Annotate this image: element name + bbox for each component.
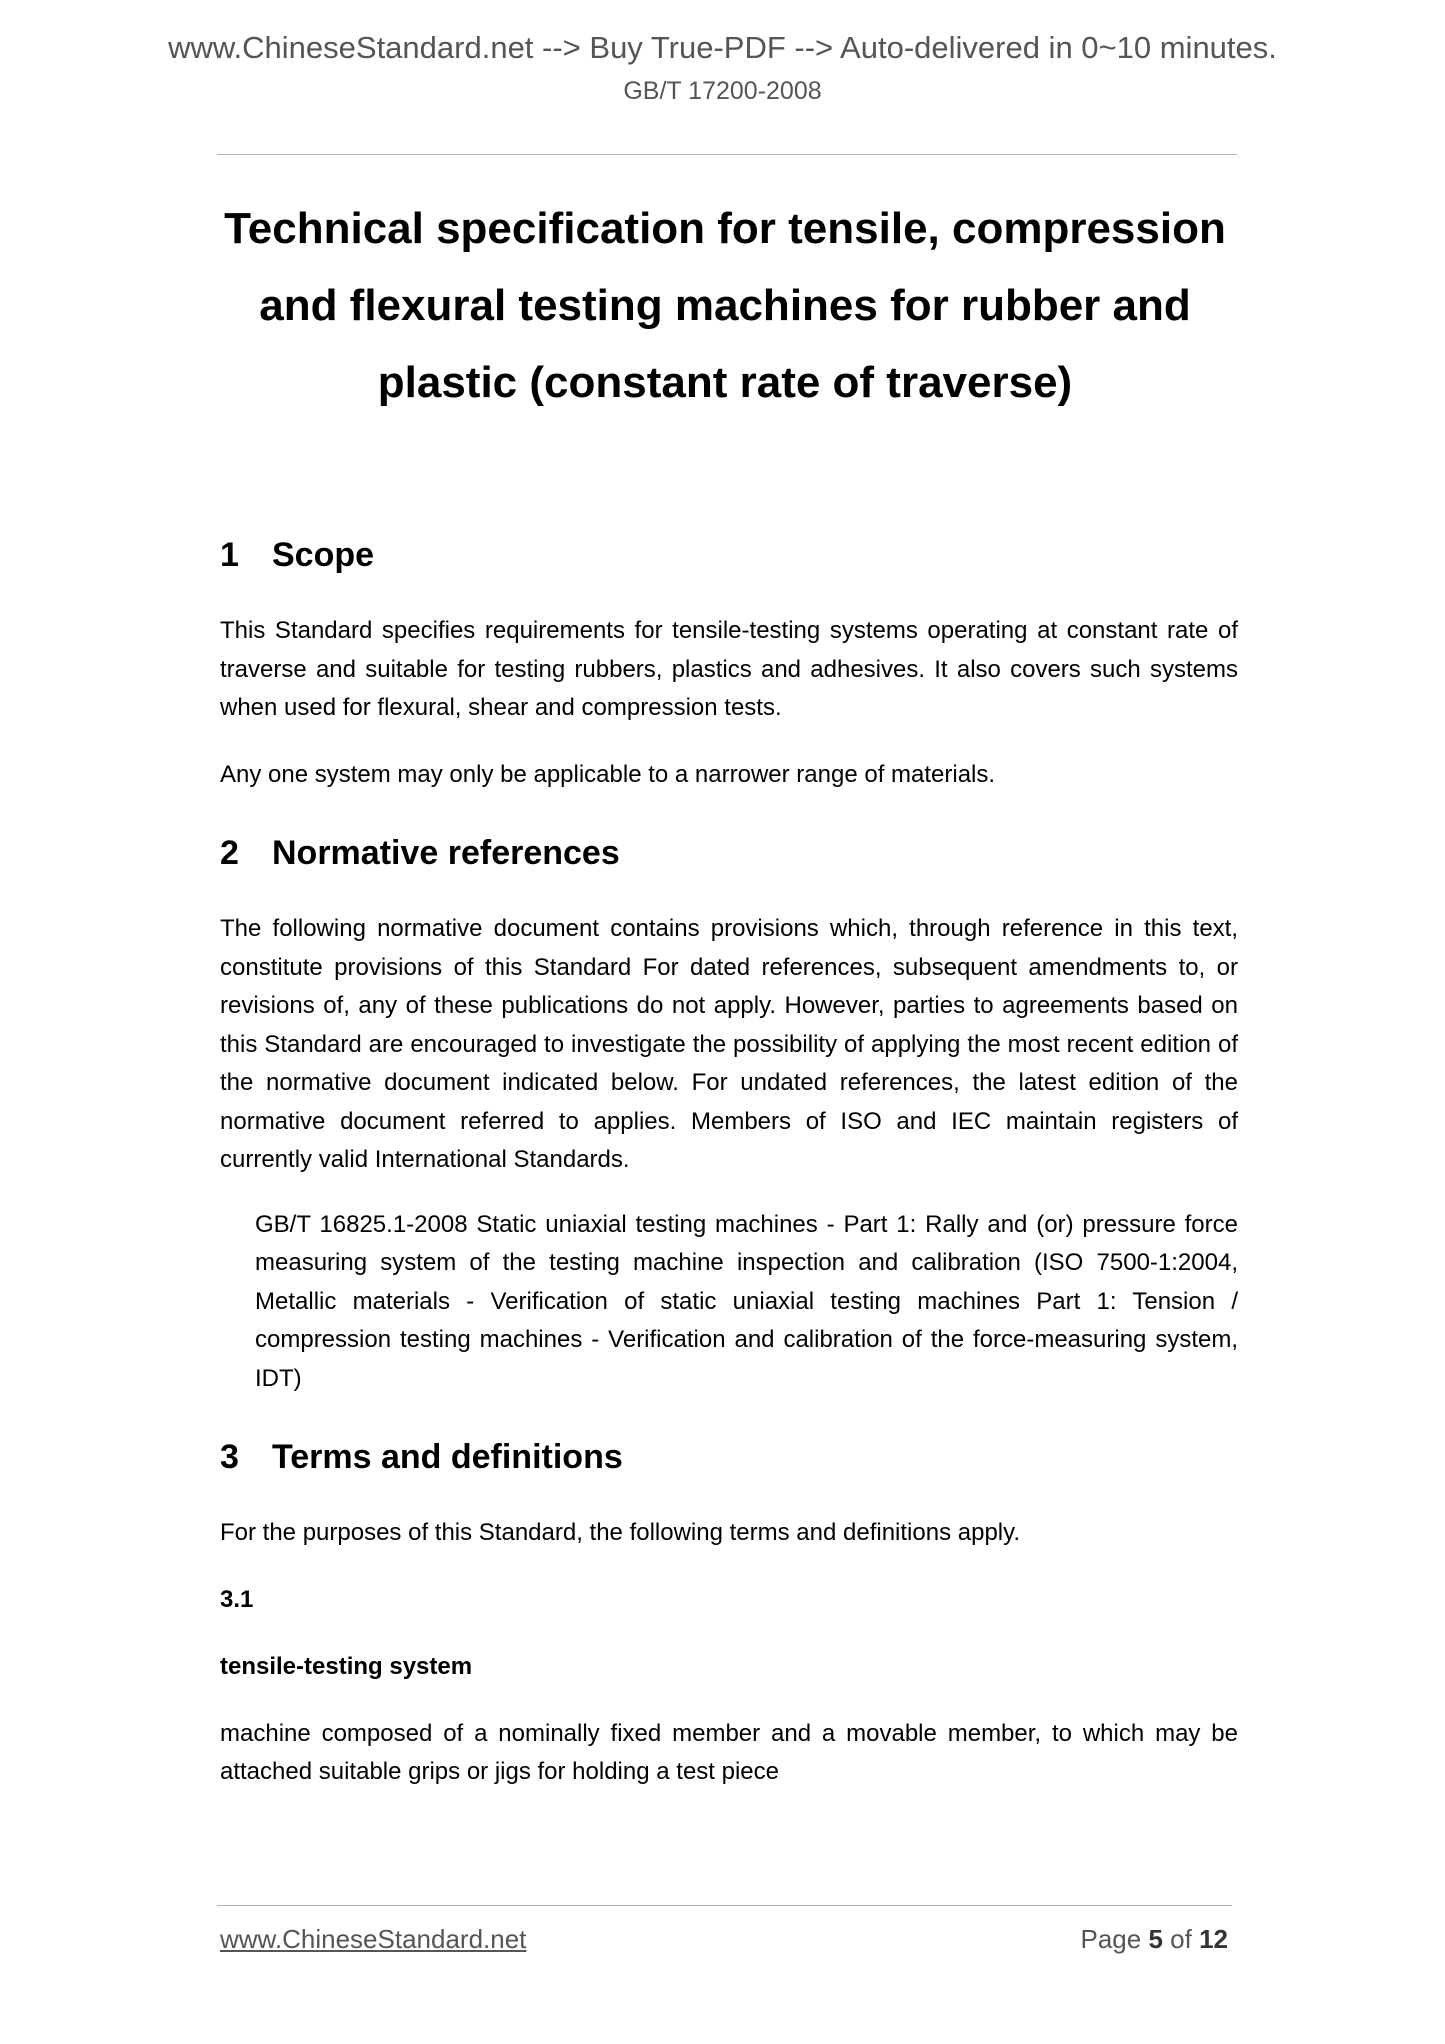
- title-line: Technical specification for tensile, compression: [224, 204, 1226, 253]
- page-total: 12: [1199, 1924, 1228, 1954]
- title-line: and flexural testing machines for rubber and: [259, 281, 1191, 330]
- section-heading-scope: [220, 533, 1238, 577]
- section-number: 1: [220, 536, 239, 574]
- page-label: Page: [1080, 1924, 1142, 1954]
- normative-paragraph: The following normative document contains provisions which, through reference in this text, constitute provisions of this Standard For dated references, subsequent amendments to, or revisions of, any of these publications do not apply. However, parties to agreements based on this Standard are encouraged to investigate the possibility of applying the most recent edition of the normative document indicated below. For undated references, the latest edition of the normative document referred to applies. Members of ISO and IEC maintain registers of currently valid International Standards.: [220, 915, 1238, 1173]
- document-body: [220, 190, 1238, 1792]
- header-divider: [217, 154, 1237, 155]
- title-line: plastic (constant rate of traverse): [377, 358, 1073, 407]
- term-number: 3.1: [220, 1585, 254, 1613]
- section-title: Scope: [272, 536, 375, 574]
- section-number: 3: [220, 1438, 239, 1476]
- header-banner-text: www.ChineseStandard.net --> Buy True-PDF --> Auto-delivered in 0~10 minutes.: [168, 30, 1277, 65]
- normative-reference-item: GB/T 16825.1-2008 Static uniaxial testing machines - Part 1: Rally and (or) pressure force measuring system of the testing machine inspection and calibration (ISO 7500-1:2004, Metallic materials - Verification of static uniaxial testing machines Part 1: Tension / compression testing machines - Verification and calibration of the force-measuring system, IDT): [255, 1210, 1238, 1392]
- page-current: 5: [1148, 1924, 1163, 1954]
- terms-paragraph: For the purposes of this Standard, the following terms and definitions apply.: [220, 1519, 1021, 1546]
- section-title: Normative references: [272, 834, 620, 872]
- footer-divider: [217, 1905, 1232, 1906]
- page-of: of: [1170, 1924, 1192, 1954]
- term-definition: machine composed of a nominally fixed member and a movable member, to which may be attached suitable grips or jigs for holding a test piece: [220, 1719, 1238, 1785]
- page-indicator: [1080, 1922, 1228, 1956]
- section-heading-normative-references: [220, 831, 1238, 875]
- footer-site-link[interactable]: www.ChineseStandard.net: [220, 1924, 527, 1954]
- term-name: tensile-testing system: [220, 1652, 473, 1680]
- scope-paragraph: Any one system may only be applicable to a narrower range of materials.: [220, 760, 996, 788]
- page-header: [0, 28, 1445, 108]
- scope-paragraph: This Standard specifies requirements for tensile-testing systems operating at constant rate of traverse and suitable for testing rubbers, plastics and adhesives. It also covers such systems when used for flexural, shear and compression tests.: [220, 617, 1238, 721]
- document-title: [210, 190, 1240, 421]
- header-standard-code: GB/T 17200-2008: [623, 77, 822, 105]
- section-number: 2: [220, 834, 239, 872]
- section-title: Terms and definitions: [272, 1438, 623, 1476]
- section-heading-terms-definitions: [220, 1435, 1238, 1479]
